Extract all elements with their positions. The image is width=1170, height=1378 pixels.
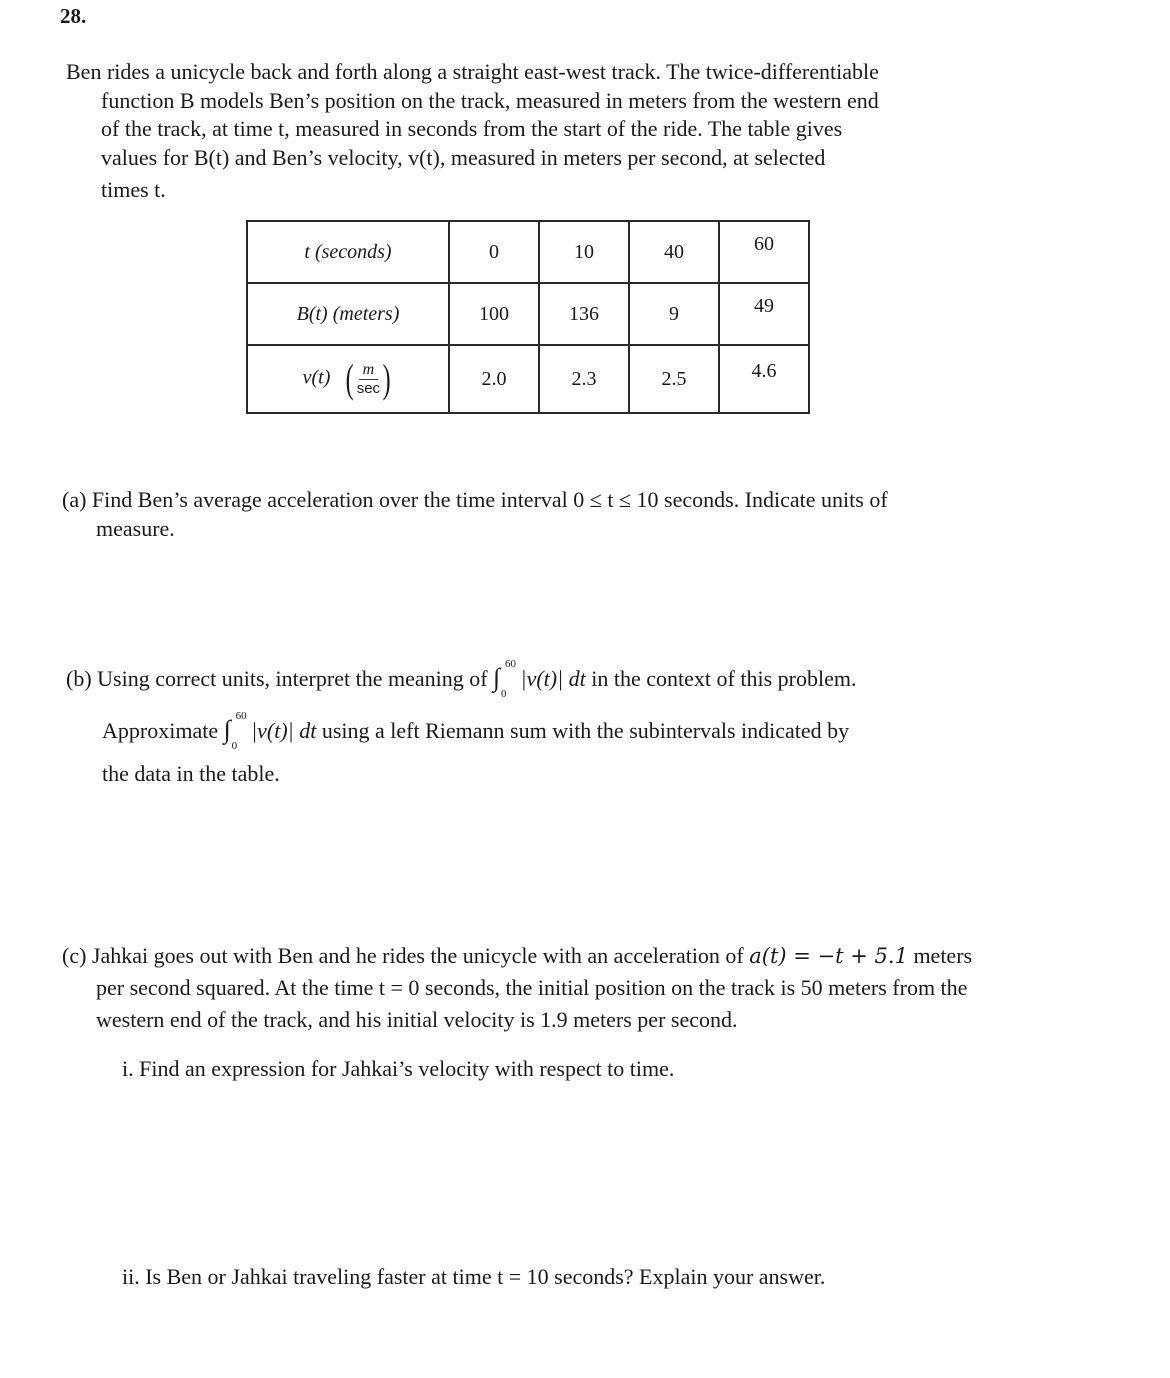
part-b-before: (b) Using correct units, interpret the meaning of bbox=[66, 666, 488, 691]
part-b-approx-before: Approximate bbox=[102, 718, 219, 743]
cell-t-0: 0 bbox=[449, 221, 539, 283]
table-row-v bbox=[247, 345, 809, 413]
v-unit-denominator: sec bbox=[356, 379, 381, 397]
row-label-t: t (seconds) bbox=[247, 221, 449, 283]
intro-line-3: of the track, at time t, measured in seconds from the start of the ride. The table gives bbox=[101, 116, 843, 141]
cell-t-2: 40 bbox=[629, 221, 719, 283]
data-table bbox=[246, 220, 810, 414]
row-label-B: B(t) (meters) bbox=[247, 283, 449, 345]
question-number: 28. bbox=[60, 4, 87, 28]
part-c-ii: ii. Is Ben or Jahkai traveling faster at time t = 10 seconds? Explain your answer. bbox=[122, 1264, 826, 1289]
intro-line-4: values for B(t) and Ben’s velocity, v(t), measured in meters per second, at selected bbox=[101, 144, 826, 170]
table-row-B bbox=[247, 283, 809, 345]
part-a-line-2: measure. bbox=[96, 515, 175, 541]
part-b-line-3: the data in the table. bbox=[102, 761, 280, 786]
intro-line-1: Ben rides a unicycle back and forth along a straight east-west track. The twice-differentiable bbox=[66, 59, 879, 84]
cell-B-1: 136 bbox=[539, 283, 629, 345]
cell-B-3-value: 49 bbox=[754, 294, 774, 317]
cell-t-3-value: 60 bbox=[754, 232, 774, 255]
cell-v-2: 2.5 bbox=[629, 345, 719, 413]
part-c-line-1-end: meters bbox=[913, 943, 973, 968]
part-c-line-2: per second squared. At the time t = 0 seconds, the initial position on the track is 50 meters from the bbox=[96, 975, 968, 1000]
part-c-line-3: western end of the track, and his initial velocity is 1.9 meters per second. bbox=[96, 1007, 738, 1032]
cell-v-1: 2.3 bbox=[539, 345, 629, 413]
part-b-after: in the context of this problem. bbox=[591, 666, 857, 691]
row-label-v bbox=[247, 345, 449, 413]
intro-line-2: function B models Ben’s position on the track, measured in meters from the western end bbox=[101, 87, 879, 113]
part-c-line-1-start: (c) Jahkai goes out with Ben and he rides the unicycle with an acceleration of bbox=[62, 943, 744, 968]
problem-intro bbox=[66, 58, 966, 205]
table-row-t bbox=[247, 221, 809, 283]
part-c-accel-expr: a(t) = −t + 5.1 bbox=[749, 944, 908, 968]
cell-B-0: 100 bbox=[449, 283, 539, 345]
part-c bbox=[62, 940, 1112, 1036]
part-b-integrand-2: |v(t)| dt bbox=[251, 718, 317, 743]
cell-v-3-value: 4.6 bbox=[751, 359, 777, 382]
integral-symbol: ∫ 60 0 bbox=[493, 658, 517, 700]
cell-B-2: 9 bbox=[629, 283, 719, 345]
part-b-line-1 bbox=[66, 658, 1066, 700]
cell-t-1: 10 bbox=[539, 221, 629, 283]
cell-v-3 bbox=[719, 345, 809, 413]
v-unit-numerator: m bbox=[359, 361, 379, 380]
intro-line-5: times t. bbox=[101, 177, 166, 202]
part-b-line-2 bbox=[102, 710, 1082, 752]
part-a-line-1: (a) Find Ben’s average acceleration over the time interval 0 ≤ t ≤ 10 seconds. Indicate units of bbox=[62, 487, 888, 512]
part-b-integrand: |v(t)| dt bbox=[520, 666, 586, 691]
part-c-i: i. Find an expression for Jahkai’s velocity with respect to time. bbox=[122, 1056, 675, 1081]
integral-symbol-2: ∫ 60 0 bbox=[223, 710, 247, 752]
part-b-approx-after: using a left Riemann sum with the subintervals indicated by bbox=[321, 718, 850, 743]
cell-v-0: 2.0 bbox=[449, 345, 539, 413]
part-a bbox=[62, 486, 1022, 543]
cell-t-3 bbox=[719, 221, 809, 283]
v-label: v(t) bbox=[302, 366, 331, 389]
v-unit: ( m sec ) bbox=[346, 356, 391, 401]
cell-B-3 bbox=[719, 283, 809, 345]
